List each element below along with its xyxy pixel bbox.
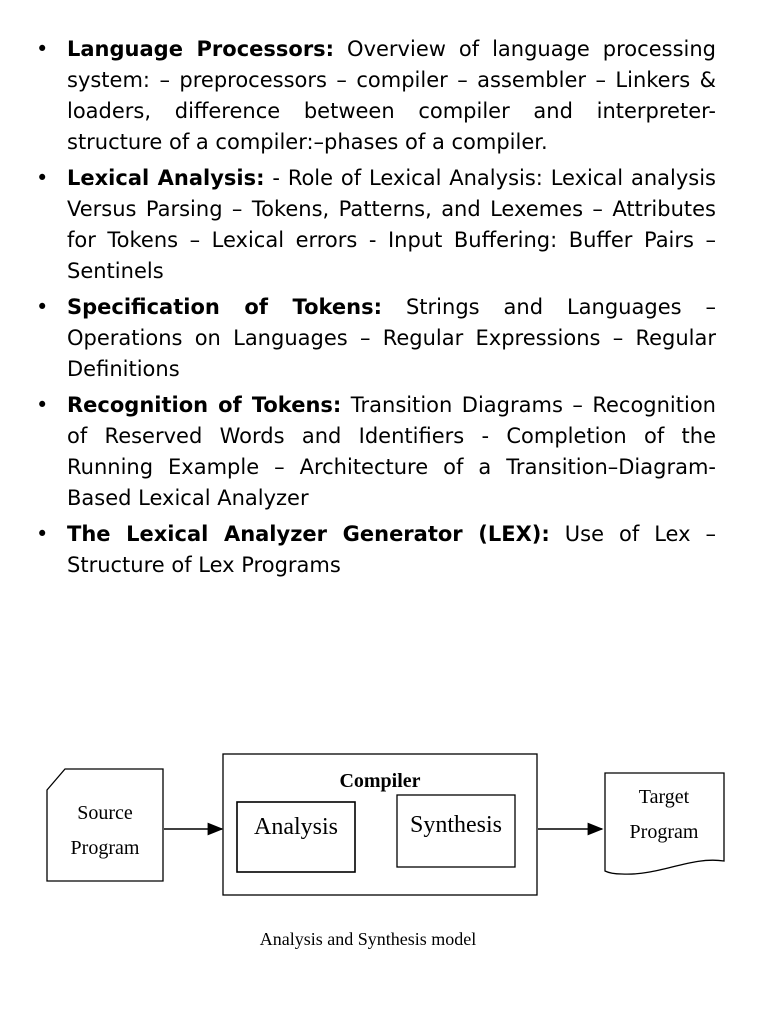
compiler-label: Compiler xyxy=(339,770,421,792)
bullet-item-lex xyxy=(36,519,716,581)
source-program-label-line1: Source xyxy=(77,802,133,824)
bullet-text: - Role of Lexical Analysis: Lexical analysis Versus Parsing – Tokens, Patterns, and Lexemes – Attributes for Tokens – Lexical errors - Input Buffering: Buffer Pairs – Sentinels xyxy=(67,166,716,283)
bullet-text: Strings and Languages – Operations on Languages – Regular Expressions – Regular Definitions xyxy=(67,295,716,381)
diagram-caption: Analysis and Synthesis model xyxy=(259,929,477,949)
bullet-icon: • xyxy=(36,166,49,190)
bullet-icon: • xyxy=(36,37,49,61)
bullet-text: Overview of language processing system: – preprocessors – compiler – assembler – Linkers & loaders, difference between compiler and interpreter- structure of a compiler:–phases of a compiler. xyxy=(67,37,716,154)
bullet-icon: • xyxy=(36,522,49,546)
bullet-title: Recognition of Tokens: xyxy=(67,393,342,417)
target-program-label-line2: Program xyxy=(629,821,699,843)
bullet-icon: • xyxy=(36,393,49,417)
bullet-title: Language Processors: xyxy=(67,37,335,61)
bullet-icon: • xyxy=(36,295,49,319)
synthesis-label: Synthesis xyxy=(409,812,503,838)
source-program-label-line2: Program xyxy=(70,837,140,859)
bullet-item-recognition-of-tokens xyxy=(36,390,716,514)
analysis-synthesis-diagram xyxy=(0,740,768,1010)
bullet-item-language-processors xyxy=(36,34,716,158)
bullet-title: Specification of Tokens: xyxy=(67,295,383,319)
bullet-text: Use of Lex – Structure of Lex Programs xyxy=(67,522,717,577)
analysis-label: Analysis xyxy=(254,814,338,840)
syllabus-bullet-list xyxy=(36,34,716,586)
target-program-label-line1: Target xyxy=(638,786,690,808)
bullet-item-specification-of-tokens xyxy=(36,292,716,385)
bullet-title: Lexical Analysis: xyxy=(67,166,265,190)
bullet-text: Transition Diagrams – Recognition of Reserved Words and Identifiers - Completion of the Running Example – Architecture of a Transition–Diagram-Based Lexical Analyzer xyxy=(67,393,716,510)
source-program-shape xyxy=(47,769,163,881)
bullet-item-lexical-analysis xyxy=(36,163,716,287)
bullet-title: The Lexical Analyzer Generator (LEX): xyxy=(67,522,550,546)
